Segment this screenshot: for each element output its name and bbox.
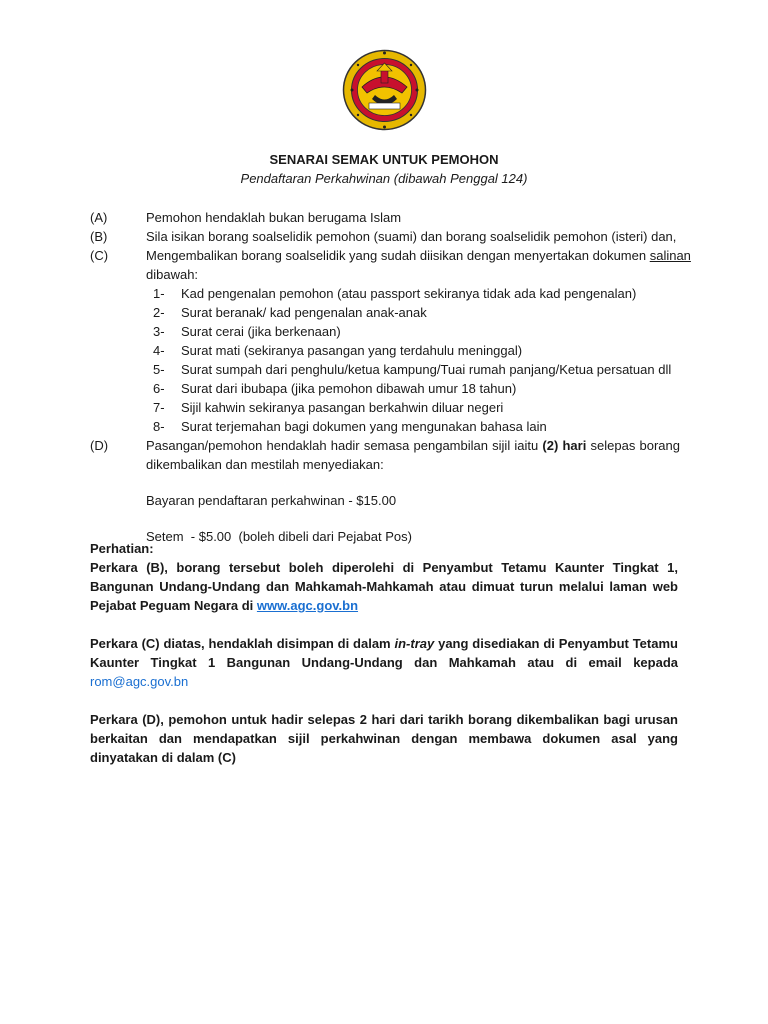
item-label: (C)	[90, 248, 109, 263]
document-list-item	[146, 379, 691, 398]
document-number: 5-	[153, 362, 165, 377]
bold-text: (2) hari	[542, 438, 587, 453]
note-d: Perkara (D), pemohon untuk hadir selepas 2 hari dari tarikh borang dikembalikan bagi urusan berkaitan dan mendapatkan sijil perkahwinan dengan membawa dokumen asal yang dinyatakan di dalam (C)	[90, 712, 678, 765]
note-text: Perkara (B), borang tersebut boleh diperolehi di Penyambut Tetamu Kaunter Tingkat 1, Bangunan Undang-Undang dan Mahkamah-Mahkamah atau dimuat turun melalui laman web Pejabat Peguam Negara di	[90, 560, 678, 613]
document-text: Surat beranak/ kad pengenalan anak-anak	[181, 305, 427, 320]
document-number: 3-	[153, 324, 165, 339]
document-number: 4-	[153, 343, 165, 358]
document-list-item	[146, 303, 691, 322]
document-list-item	[146, 341, 691, 360]
checklist-item-a	[90, 208, 680, 227]
note-text: yang disediakan di Penyambut Tetamu Kaunter Tingkat 1 Bangunan Undang-Undang dan Mahkamah atau di email kepada	[90, 636, 678, 670]
document-list-item	[146, 360, 691, 379]
document-text: Surat cerai (jika berkenaan)	[181, 324, 341, 339]
italic-text: in-tray	[394, 636, 435, 651]
document-list	[146, 284, 691, 436]
document-number: 7-	[153, 400, 165, 415]
checklist-item-c	[90, 246, 691, 436]
document-number: 2-	[153, 305, 165, 320]
item-text	[146, 436, 680, 474]
spacer	[90, 510, 680, 527]
item-text: Pemohon hendaklah bukan berugama Islam	[146, 210, 402, 225]
item-text-part: Mengembalikan borang soalselidik yang sudah diisikan dengan menyertakan dokumen	[146, 248, 650, 263]
checklist-item-b	[90, 227, 680, 246]
document-text: Surat terjemahan bagi dokumen yang mengunakan bahasa lain	[181, 419, 547, 434]
checklist-item-d	[90, 436, 680, 474]
document-number: 6-	[153, 381, 165, 396]
item-text-part: selepas borang dikembalikan dan mestilah menyediakan:	[146, 438, 680, 472]
spacer	[90, 474, 680, 491]
page-subtitle: Pendaftaran Perkahwinan (dibawah Penggal 124)	[240, 171, 528, 186]
document-number: 8-	[153, 419, 165, 434]
crest-emblem-icon	[342, 49, 427, 131]
website-link[interactable]: www.agc.gov.bn	[256, 598, 359, 613]
note-b	[90, 558, 678, 615]
document-list-item	[146, 322, 691, 341]
document-list-item	[146, 398, 691, 417]
fee-text: Bayaran pendaftaran perkahwinan - $15.00	[146, 493, 397, 508]
item-text-part: dibawah:	[146, 267, 199, 282]
fee-text: Setem - $5.00 (boleh dibeli dari Pejabat Pos)	[146, 529, 412, 544]
document-list-item	[146, 284, 691, 303]
email-link[interactable]: rom@agc.gov.bn	[90, 674, 189, 689]
page-title: SENARAI SEMAK UNTUK PEMOHON	[269, 152, 499, 167]
document-number: 1-	[153, 286, 165, 301]
document-text: Surat mati (sekiranya pasangan yang terdahulu meninggal)	[181, 343, 523, 358]
item-text-part: Pasangan/pemohon hendaklah hadir semasa pengambilan sijil iaitu	[146, 438, 543, 453]
note-c	[90, 634, 678, 691]
document-text: Kad pengenalan pemohon (atau passport sekiranya tidak ada kad pengenalan)	[181, 286, 637, 301]
fee-registration	[90, 491, 680, 510]
item-label: (B)	[90, 229, 108, 244]
item-label: (A)	[90, 210, 108, 225]
document-list-item	[146, 417, 691, 436]
item-text: Sila isikan borang soalselidik pemohon (suami) dan borang soalselidik pemohon (isteri) dan,	[146, 229, 677, 244]
document-text: Surat dari ibubapa (jika pemohon dibawah umur 18 tahun)	[181, 381, 517, 396]
underlined-word: salinan	[649, 248, 691, 263]
notes-heading: Perhatian:	[90, 541, 154, 556]
checklist	[90, 208, 691, 546]
document-text: Sijil kahwin sekiranya pasangan berkahwin diluar negeri	[181, 400, 504, 415]
note-text: Perkara (C) diatas, hendaklah disimpan di dalam	[90, 636, 395, 651]
notes-section	[90, 539, 678, 786]
document-text: Surat sumpah dari penghulu/ketua kampung/Tuai rumah panjang/Ketua persatuan dll	[181, 362, 672, 377]
item-label: (D)	[90, 438, 109, 453]
item-text	[146, 246, 691, 436]
